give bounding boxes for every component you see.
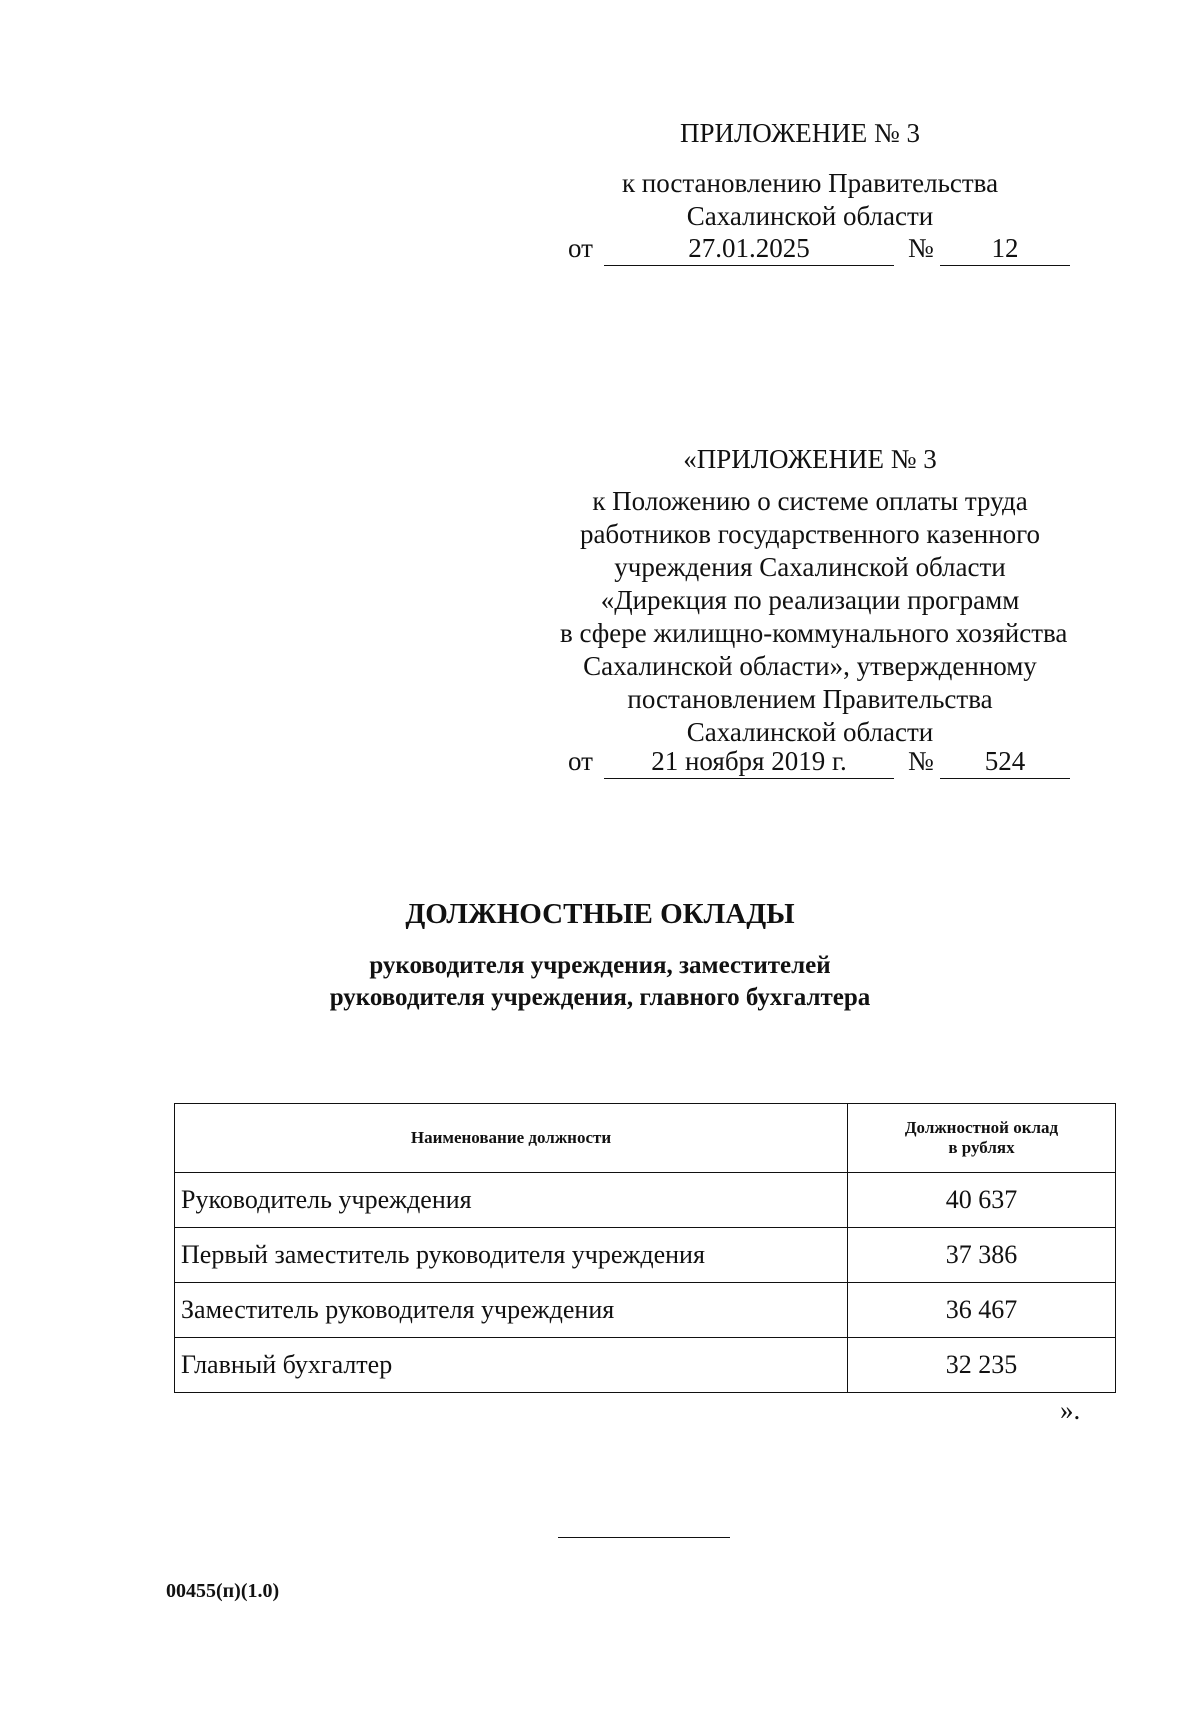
position-cell: Заместитель руководителя учреждения xyxy=(175,1283,848,1338)
quoted-appendix-line: работников государственного казенного xyxy=(579,519,1041,549)
header-salary-line: Должностной оклад xyxy=(904,1118,1059,1137)
table-header-row xyxy=(175,1104,1116,1173)
document-subtitle-line: руководителя учреждения, главного бухгалтера xyxy=(329,984,871,1011)
date-prefix: от xyxy=(568,233,593,263)
position-cell: Руководитель учреждения xyxy=(175,1173,848,1228)
quoted-appendix-date-row xyxy=(568,746,1088,782)
number-prefix: № xyxy=(908,233,934,263)
quoted-appendix-line: «Дирекция по реализации программ xyxy=(600,585,1020,615)
closing-quote: ». xyxy=(1060,1395,1081,1425)
quoted-appendix-line: учреждения Сахалинской области xyxy=(614,552,1006,582)
appendix-date: 27.01.2025 xyxy=(604,233,894,266)
salary-cell: 32 235 xyxy=(848,1338,1116,1393)
position-cell: Первый заместитель руководителя учреждения xyxy=(175,1228,848,1283)
table-row xyxy=(175,1338,1116,1393)
quoted-appendix-title: «ПРИЛОЖЕНИЕ № 3 xyxy=(683,444,937,474)
quoted-appendix-line: к Положению о системе оплаты труда xyxy=(592,486,1028,516)
document-subtitle-line: руководителя учреждения, заместителей xyxy=(369,952,831,979)
appendix-title: ПРИЛОЖЕНИЕ № 3 xyxy=(679,118,921,148)
table-row xyxy=(175,1173,1116,1228)
header-salary xyxy=(848,1104,1116,1173)
position-cell: Главный бухгалтер xyxy=(175,1338,848,1393)
appendix-date-row xyxy=(568,233,1088,269)
salary-cell: 36 467 xyxy=(848,1283,1116,1338)
date-prefix: от xyxy=(568,746,593,776)
number-prefix: № xyxy=(908,746,934,776)
end-divider xyxy=(558,1537,730,1538)
quoted-appendix-number: 524 xyxy=(940,746,1070,779)
header-position: Наименование должности xyxy=(175,1104,848,1173)
quoted-appendix-line: Сахалинской области xyxy=(686,717,934,747)
table-row xyxy=(175,1228,1116,1283)
salary-cell: 40 637 xyxy=(848,1173,1116,1228)
quoted-appendix-date: 21 ноября 2019 г. xyxy=(604,746,894,779)
header-salary-unit: в рублях xyxy=(948,1138,1015,1157)
quoted-appendix-line: в сфере жилищно-коммунального хозяйства xyxy=(560,618,1068,648)
salary-cell: 37 386 xyxy=(848,1228,1116,1283)
salary-table xyxy=(174,1103,1116,1393)
appendix-number: 12 xyxy=(940,233,1070,266)
quoted-appendix-line: Сахалинской области», утвержденному xyxy=(583,651,1037,681)
appendix-line: к постановлению Правительства xyxy=(621,168,999,198)
table-row xyxy=(175,1283,1116,1338)
document-title: ДОЛЖНОСТНЫЕ ОКЛАДЫ xyxy=(405,898,795,930)
quoted-appendix-line: постановлением Правительства xyxy=(627,684,993,714)
appendix-line: Сахалинской области xyxy=(686,201,934,231)
document-code: 00455(п)(1.0) xyxy=(166,1580,280,1602)
